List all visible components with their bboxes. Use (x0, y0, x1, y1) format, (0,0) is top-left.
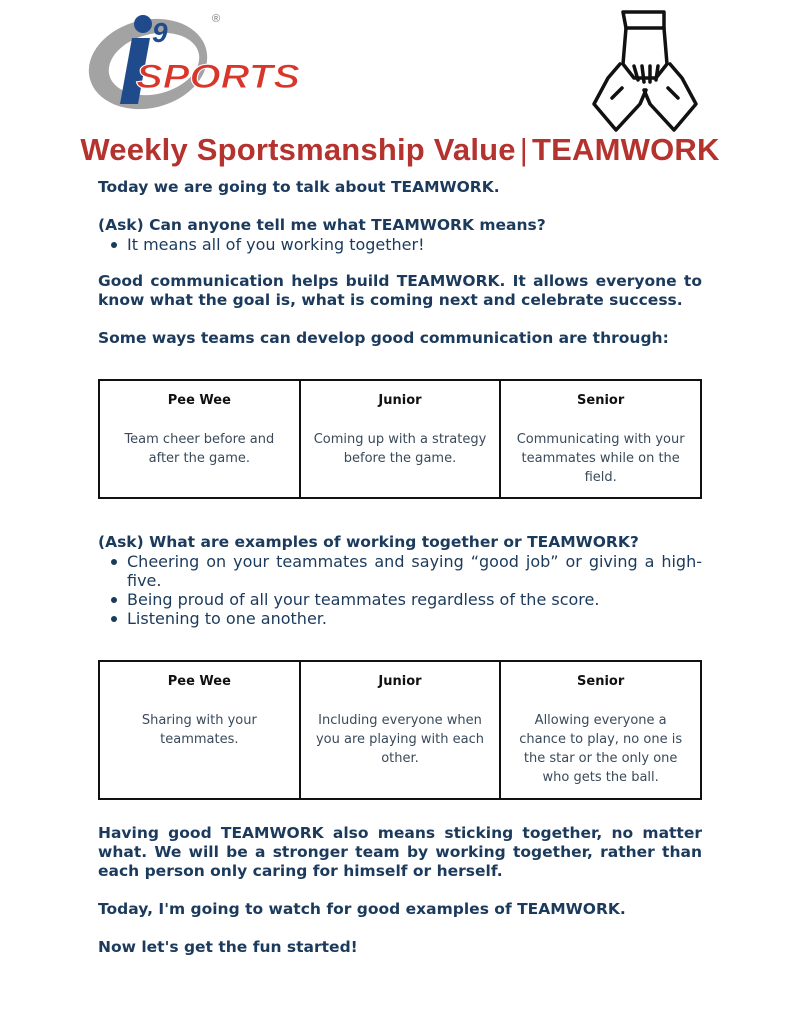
svg-text:®: ® (212, 13, 221, 25)
column-header: Junior (378, 674, 422, 689)
column-header: Senior (577, 393, 625, 408)
communication-text: Good communication helps build TEAMWORK. It allows everyone to know what the goal is, what is coming next and celebrate success. (98, 272, 702, 309)
column-header: Senior (577, 674, 625, 689)
table-cell-junior (300, 380, 501, 498)
title-left: Weekly Sportsmanship Value (80, 132, 516, 167)
watch-text: Today, I'm going to watch for good examples of TEAMWORK. (98, 900, 626, 918)
ask-question-2: (Ask) What are examples of working together or TEAMWORK? (98, 533, 639, 551)
cell-text: Sharing with your teammates. (141, 713, 257, 747)
answer-list-1 (98, 235, 702, 254)
column-header: Pee Wee (167, 393, 231, 408)
table-cell-pee-wee (99, 661, 300, 799)
intro-text: Today we are going to talk about TEAMWORK. (98, 178, 500, 196)
table-cell-senior (500, 661, 701, 799)
svg-text:SPORTS: SPORTS (136, 58, 301, 96)
cell-text: Allowing everyone a chance to play, no one is the star or the only one who gets the ball. (519, 713, 683, 785)
ways-intro-text: Some ways teams can develop good communication are through: (98, 329, 669, 347)
table-cell-senior (500, 380, 701, 498)
age-group-table-1 (98, 379, 702, 499)
title-separator: | (519, 132, 529, 167)
hands-together-icon (590, 8, 702, 134)
sticking-together-text: Having good TEAMWORK also means sticking together, no matter what. We will be a stronger team by working together, rather than each person only caring for himself or herself. (98, 824, 702, 880)
answer-list-2 (98, 552, 702, 628)
column-header: Junior (378, 393, 422, 408)
content (98, 178, 702, 957)
table-cell-junior (300, 661, 501, 799)
i9-sports-logo (80, 8, 310, 120)
age-group-table-2 (98, 660, 702, 800)
column-header: Pee Wee (167, 674, 231, 689)
page-title (0, 132, 800, 168)
svg-text:9: 9 (152, 17, 168, 48)
answer-item: Cheering on your teammates and saying “good job” or giving a high-five. (98, 552, 702, 590)
answer-item: Being proud of all your teammates regardless of the score. (98, 590, 702, 609)
ask-question-1: (Ask) Can anyone tell me what TEAMWORK means? (98, 216, 546, 234)
table-cell-pee-wee (99, 380, 300, 498)
cell-text: Coming up with a strategy before the game. (313, 432, 487, 466)
answer-item: Listening to one another. (98, 609, 702, 628)
fun-text: Now let's get the fun started! (98, 938, 358, 956)
title-right: TEAMWORK (532, 132, 720, 167)
cell-text: Communicating with your teammates while on the field. (516, 432, 685, 485)
cell-text: Including everyone when you are playing with each other. (315, 713, 484, 766)
cell-text: Team cheer before and after the game. (124, 432, 275, 466)
answer-item: It means all of you working together! (98, 235, 702, 254)
